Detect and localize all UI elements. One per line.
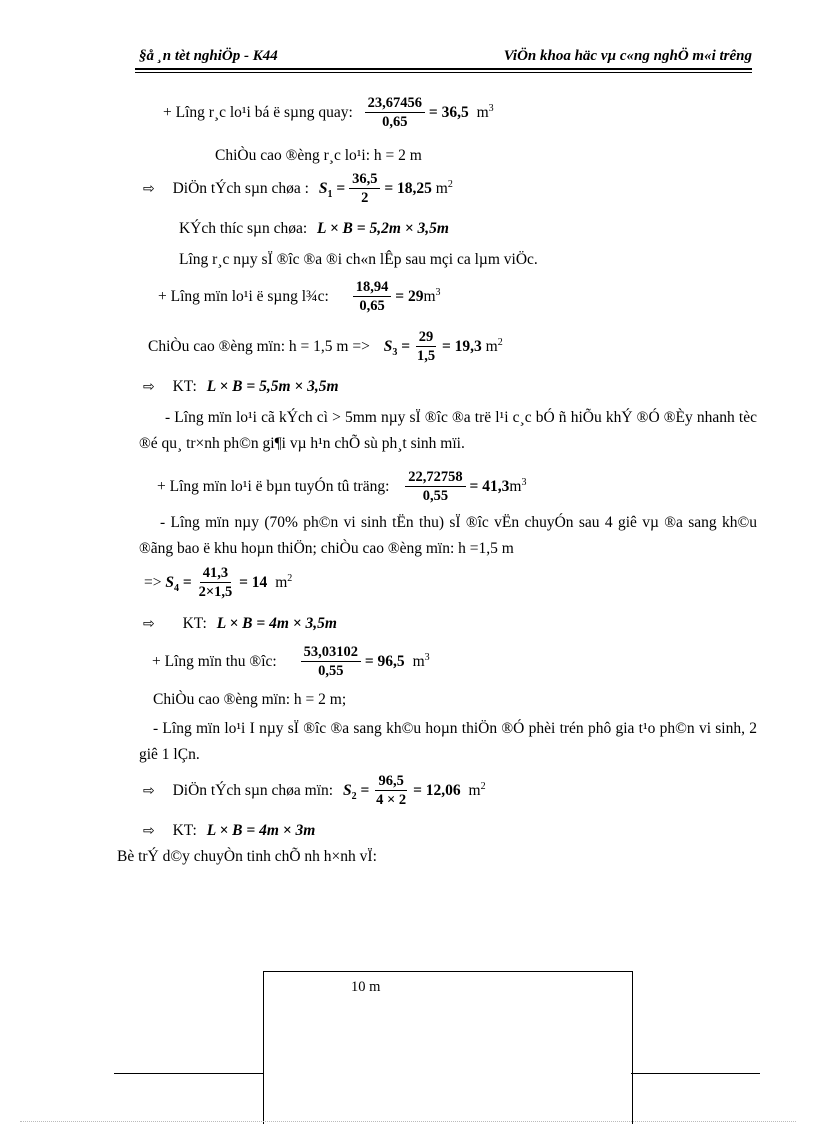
var-s2-sub: 2 bbox=[351, 790, 357, 802]
unit-8: m bbox=[468, 781, 481, 799]
fraction-1-numerator: 23,67456 bbox=[365, 96, 425, 113]
line-humus-pile-height-2: ChiÒu cao ®èng mïn: h = 2 m; bbox=[153, 691, 347, 708]
fraction-6 bbox=[196, 566, 236, 600]
result-7: = 96,5 bbox=[364, 652, 405, 670]
text-waste-rotary-screen: + Lîng r¸c lo¹i bá ë sµng quay: bbox=[163, 103, 353, 121]
line-waste-pile-height: ChiÒu cao ®èng r¸c lo¹i: h = 2 m bbox=[215, 147, 422, 164]
unit-2: m bbox=[435, 179, 448, 197]
fraction-8 bbox=[373, 774, 409, 808]
line-kt-1 bbox=[143, 378, 339, 396]
unit-1: m bbox=[476, 103, 489, 121]
fraction-8-numerator: 96,5 bbox=[375, 774, 406, 791]
text-area-s2: DiÖn tÝch sµn chøa mïn: bbox=[172, 781, 334, 799]
page-edge-dotted bbox=[20, 1121, 796, 1122]
unit-4: m bbox=[485, 337, 498, 355]
result-4: = 19,3 bbox=[441, 337, 482, 355]
fraction-6-numerator: 41,3 bbox=[200, 566, 231, 583]
implies-symbol: => bbox=[144, 573, 162, 591]
text-humus-pile-height: ChiÒu cao ®èng mïn: h = 1,5 m => bbox=[148, 337, 370, 355]
paragraph-humus-finishing bbox=[139, 716, 757, 768]
fraction-2-numerator: 36,5 bbox=[349, 172, 380, 189]
header-left: §å ¸n tèt nghiÖp - K44 bbox=[139, 48, 278, 64]
line-humus-density-table bbox=[157, 470, 526, 504]
result-8: = 12,06 bbox=[413, 781, 461, 799]
unit-7: m bbox=[412, 652, 425, 670]
text-humus-density-table: + Lîng mïn lo¹i ë bµn tuyÓn tû träng: bbox=[157, 477, 390, 495]
line-kt-2 bbox=[143, 615, 337, 633]
fraction-3 bbox=[353, 280, 392, 314]
result-5: = 41,3 bbox=[469, 477, 510, 495]
line-humus-collected bbox=[152, 645, 430, 679]
var-s4-sub: 4 bbox=[173, 582, 179, 594]
text-kt-2: KT: bbox=[182, 615, 207, 632]
arrow-icon: ⇨ bbox=[143, 180, 155, 197]
unit-3: m bbox=[423, 287, 436, 305]
fraction-7-numerator: 53,03102 bbox=[301, 645, 361, 662]
diagram-line-right bbox=[631, 1073, 760, 1074]
line-humus-vibrating-screen bbox=[158, 280, 441, 314]
diagram-label-10m: 10 m bbox=[351, 979, 381, 995]
formula-dimensions-1: L × B = 5,2m × 3,5m bbox=[317, 220, 449, 237]
fraction-2-denominator: 2 bbox=[361, 190, 369, 207]
fraction-4-denominator: 1,5 bbox=[416, 348, 436, 365]
fraction-1 bbox=[365, 96, 425, 130]
fraction-5 bbox=[405, 470, 465, 504]
text-kt-3: KT: bbox=[172, 822, 197, 839]
var-s4: S bbox=[165, 573, 174, 591]
unit-4-exp: 2 bbox=[497, 336, 503, 348]
formula-dimensions-2: L × B = 5,5m × 3,5m bbox=[206, 378, 339, 395]
line-landfill-note: Lîng r¸c nµy sÏ ®îc ®a ®i ch«n lÊp sau mçi ca lµm viÖc. bbox=[179, 251, 538, 268]
paragraph-humus-transport bbox=[139, 510, 757, 562]
unit-5: m bbox=[509, 477, 522, 495]
result-3: = 29 bbox=[395, 287, 424, 305]
arrow-icon: ⇨ bbox=[143, 616, 155, 632]
fraction-4 bbox=[414, 330, 438, 364]
paragraph-humus-recycle bbox=[139, 405, 757, 457]
paragraph-humus-transport-text: - Lîng mïn nµy (70% ph©n vi sinh tËn thu) sÏ ®îc vËn chuyÓn sau 4 giê vµ ®a sang kh©u ®ãng bao ë khu hoµn thiÖn; chiÒu cao ®èng mïn: h =1,5 m bbox=[139, 514, 757, 557]
fraction-5-numerator: 22,72758 bbox=[405, 470, 465, 487]
text-humus-vibrating-screen: + Lîng mïn lo¹i ë sµng l¾c: bbox=[158, 287, 329, 305]
text-floor-dimensions: KÝch thíc sµn chøa: bbox=[179, 220, 308, 237]
header-rule-thick bbox=[135, 68, 752, 70]
var-s1: S bbox=[318, 179, 328, 197]
result-1: = 36,5 bbox=[428, 103, 469, 121]
formula-dimensions-3: L × B = 4m × 3,5m bbox=[216, 615, 337, 632]
text-humus-collected: + Lîng mïn thu ®îc: bbox=[152, 652, 277, 670]
fraction-4-numerator: 29 bbox=[416, 330, 437, 347]
arrow-icon: ⇨ bbox=[143, 379, 155, 395]
line-floor-area: ⇨ DiÖn tÝch sµn chøa : $S_1$ = $\frac{36,5}{2}$ = 18,25 $m^2$ bbox=[143, 171, 453, 207]
var-s1-sub: 1 bbox=[327, 188, 333, 200]
text-floor-area: DiÖn tÝch sµn chøa : bbox=[172, 179, 309, 197]
arrow-icon: ⇨ bbox=[143, 823, 155, 839]
line-area-s4: => $S_4$ = $\frac{41,3}{2\times 1,5}$ = 14 $m^2$ bbox=[144, 565, 293, 601]
fraction-1-denominator: 0,65 bbox=[382, 114, 408, 131]
fraction-8-denominator: 4 × 2 bbox=[376, 792, 407, 809]
unit-1-exp: 3 bbox=[488, 102, 494, 114]
unit-8-exp: 2 bbox=[480, 780, 486, 792]
line-waste-rotary-screen bbox=[163, 96, 494, 130]
text-kt-1: KT: bbox=[172, 378, 197, 395]
line-layout-heading: Bè trÝ d©y chuyÒn tinh chÕ nh h×nh vÏ: bbox=[117, 848, 377, 865]
var-s2: S bbox=[342, 781, 352, 799]
fraction-5-denominator: 0,55 bbox=[422, 488, 449, 505]
fraction-3-denominator: 0,65 bbox=[359, 298, 385, 315]
diagram-line-left bbox=[114, 1073, 264, 1074]
var-s3: S bbox=[383, 337, 393, 355]
unit-2-exp: 2 bbox=[447, 178, 453, 190]
unit-6: m bbox=[275, 573, 288, 591]
var-s3-sub: 3 bbox=[392, 346, 398, 358]
unit-7-exp: 3 bbox=[424, 651, 430, 663]
fraction-7-denominator: 0,55 bbox=[318, 663, 344, 680]
paragraph-humus-finishing-text: - Lîng mïn lo¹i I nµy sÏ ®îc ®a sang kh©u hoµn thiÖn ®Ó phèi trén phô gia t¹o ph©n vi sinh, 2 giê 1 lÇn. bbox=[139, 720, 757, 763]
header-rule-thin bbox=[135, 72, 752, 73]
line-humus-pile-height: ChiÒu cao ®èng mïn: h = 1,5 $m => S_3$ = $\frac{29}{1,5}$ = 19,3 $m^2$ bbox=[148, 329, 503, 365]
unit-5-exp: 3 bbox=[521, 476, 527, 488]
paragraph-humus-recycle-text: - Lîng mïn lo¹i cã kÝch cì > 5mm nµy sÏ ®îc ®a trë l¹i c¸c bÓ ñ hiÕu khÝ ®Ó ®Èy nhanh tèc ®é qu¸ tr×nh ph©n gi¶i vµ h¹n chÕ sù ph¸t sinh mïi. bbox=[139, 409, 757, 452]
fraction-7 bbox=[301, 645, 361, 679]
line-kt-3 bbox=[143, 822, 315, 840]
result-2: = 18,25 bbox=[384, 179, 432, 197]
formula-dimensions-4: L × B = 4m × 3m bbox=[206, 822, 316, 839]
line-area-s2: ⇨ DiÖn tÝch sµn chøa mïn: $S_2$ = $\frac{96,5}{4 \times 2}$ = 12,06 $m^2$ bbox=[143, 773, 486, 809]
fraction-6-denominator: 2×1,5 bbox=[198, 584, 233, 601]
unit-6-exp: 2 bbox=[287, 572, 293, 584]
unit-3-exp: 3 bbox=[435, 286, 441, 298]
fraction-3-numerator: 18,94 bbox=[353, 280, 392, 297]
result-6: = 14 bbox=[239, 573, 268, 591]
fraction-2 bbox=[349, 172, 380, 206]
diagram-box bbox=[263, 971, 633, 1124]
header-right: ViÖn khoa häc vµ c«ng nghÖ m«i trêng bbox=[503, 48, 752, 64]
arrow-icon: ⇨ bbox=[143, 782, 155, 799]
line-floor-dimensions bbox=[179, 220, 449, 238]
